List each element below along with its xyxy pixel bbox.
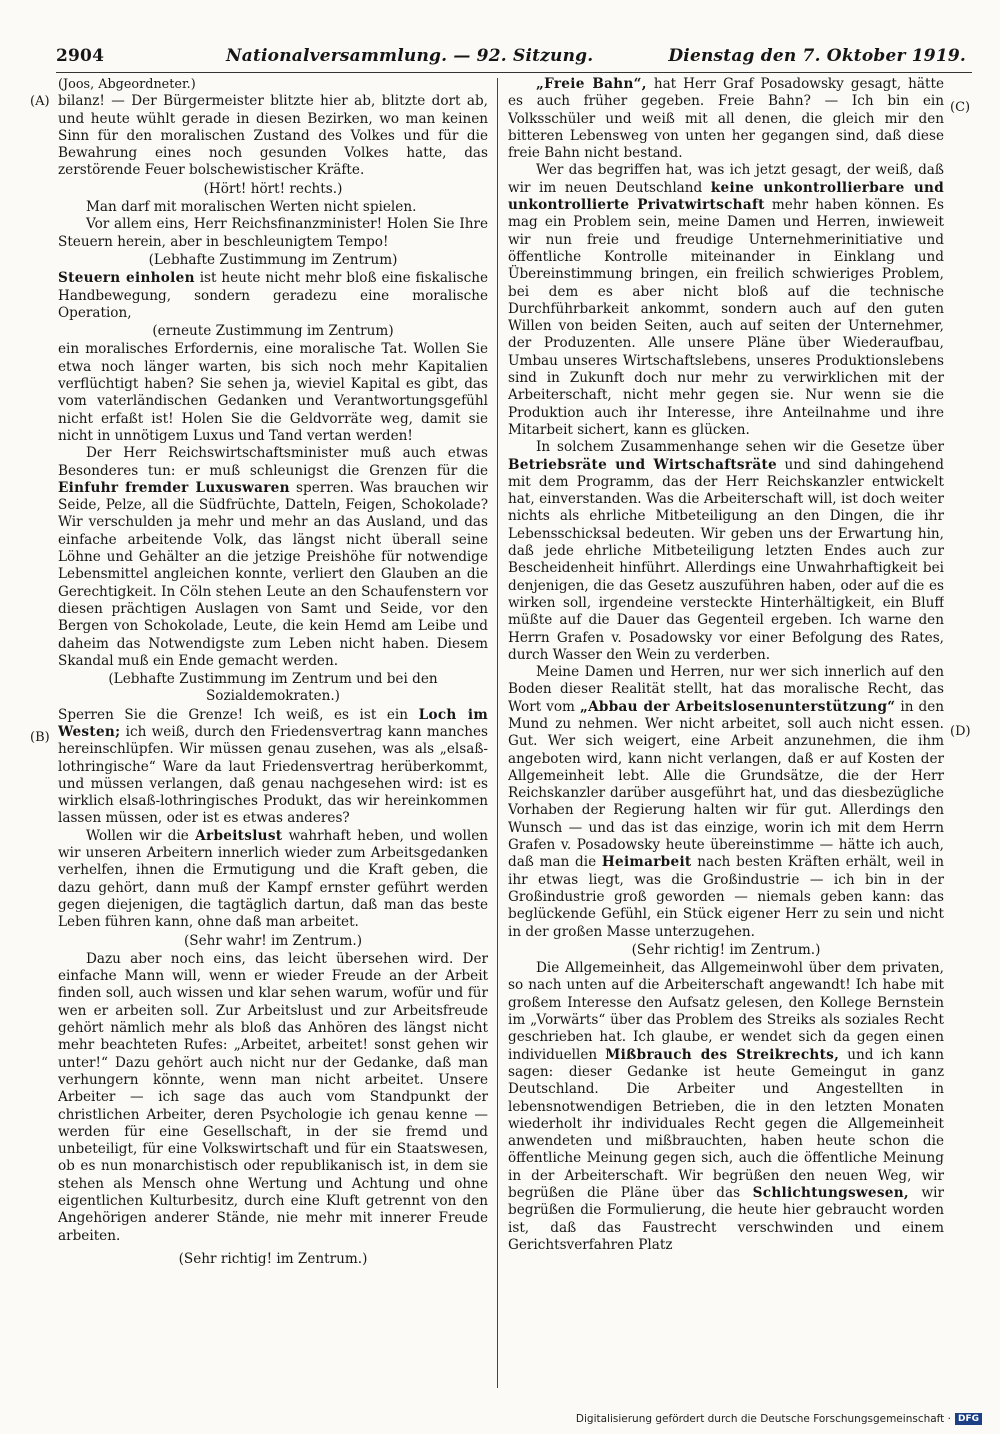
paragraph bbox=[508, 439, 944, 664]
paragraph bbox=[58, 828, 488, 932]
paragraph bbox=[508, 664, 944, 941]
right-column bbox=[508, 76, 944, 1386]
header-title: Nationalversammlung. — 92. Sitzung. bbox=[226, 46, 594, 66]
paragraph bbox=[58, 707, 488, 828]
paragraph-text: mehr haben können. Es mag ein Problem sein, meine Damen und Herren, inwieweit wir nun freie und freudige Unternehmerinitiative und öffentliche Kontrolle miteinander in Einklang und Übereinstimmung bringen, ein freilich schwieriges Problem, bei dem es aber nicht bloß auf die technische Durchführbarkeit ankommt, sondern auch auf den guten Willen von beiden Seiten, auch auf seiten der Unternehmer, der Produzenten. Alle unsere Pläne über Wiederaufbau, Umbau unseres Wirtschaftslebens, unseres Produktionslebens sind in Zukunft doch nur mehr zu verwirklichen mit der Arbeiterschaft, nicht mehr gegen sie. Nur wenn sie die Produktion auch ihr Interesse, ihre Anteilnahme und ihre Mitarbeit sichert, kann es glücken. bbox=[508, 197, 944, 438]
paragraph-text: Meine Damen und Herren, nur wer sich innerlich auf den Boden dieser Realität stellt, hat das moralische Recht, das Wort vom bbox=[508, 664, 944, 715]
emphasis: Arbeitslust bbox=[195, 827, 283, 844]
left-column bbox=[58, 76, 488, 1386]
margin-mark-b: (B) bbox=[30, 730, 50, 745]
stage-direction: (Lebhafte Zustimmung im Zentrum) bbox=[148, 251, 398, 268]
emphasis: „Abbau der Arbeitslosenunterstützung“ bbox=[579, 698, 896, 715]
margin-mark-c: (C) bbox=[950, 100, 971, 115]
paragraph-text: hat Herr Graf Posadowsky gesagt, hätte es auch früher gegeben. Freie Bahn? — Ich bin ein Volksschüler und weiß mit all denen, die gleich mir den bitteren Lebensweg von unten her gegangen sind, daß diese freie Bahn nicht bestand. bbox=[508, 76, 944, 162]
paragraph: Dazu aber noch eins, das leicht übersehen wird. Der einfache Mann will, wenn er wieder Freude an der Arbeit finden soll, auch wissen und klar sehen warum, wofür und für wen er arbeiten soll. Zur Arbeitslust und zur Arbeitsfreude gehört nämlich mehr als bloß das Anhören des längst nicht mehr beachteten Rufes: „Arbeitet, arbeitet! sonst gehen wir unter!“ Dazu gehört auch nicht nur der Gedanke, daß man verhungern könnte, wenn man nicht arbeitet. Unsere Arbeiter — ich sage das auch vom Standpunkt der christlichen Arbeiter, deren Psychologie ich genau kenne — werden für eine Gesellschaft, in der sie fremd und unbeteiligt, für eine Volkswirtschaft und für ein Staatswesen, ob es nun monarchistisch oder republikanisch ist, in dem sie stehen als Mensch ohne Wertung und Achtung und ohne eigentlichen Kulturbesitz, durch eine Kluft getrennt von den Angehörigen anderer Stände, nie mehr mit innerer Freude arbeiten. bbox=[58, 950, 488, 1244]
stage-direction: (Hört! hört! rechts.) bbox=[203, 180, 343, 197]
paragraph-text: Wollen wir die bbox=[86, 827, 189, 844]
paragraph: Man darf mit moralischen Werten nicht spielen. bbox=[86, 199, 417, 216]
paragraph-text: sperren. Was brauchen wir Seide, Pelze, all die Südfrüchte, Datteln, Feigen, Schokolade? Wir verschulden ja mehr und mehr an das Ausland, und das einfache arbeitende Volk, das längst nicht überall seine Löhne und Gehälter an die jetzige Preishöhe für notwendige Lebensmittel angleichen konnte, verliert den Glauben an die Gerechtigkeit. In Cöln stehen Leute an den Schaufenstern vor diesen prächtigen Auslagen von Samt und Seide, vor den Bergen von Schokolade, Leute, die kein Hemd am Leibe und daheim das Notwendigste zum Leben nicht haben. Diesem Skandal muß ein Ende gemacht werden. bbox=[58, 479, 488, 669]
paragraph-text: wahrhaft heben, und wollen wir unseren Arbeitern innerlich wieder zum Arbeitsgedanken verhelfen, ihnen die Ermutigung und die Kraft geben, die dazu gehört, dann muß der Kampf ernster geführt werden gegen diejenigen, die tagtäglich dartun, daß man das beste Leben führen kann, ohne daß man arbeitet. bbox=[58, 827, 488, 931]
emphasis: Steuern einholen bbox=[58, 270, 195, 287]
emphasis: Betriebsräte und Wirtschaftsräte bbox=[508, 456, 777, 473]
paragraph-text: wir begrüßen die Formulierung, die heute hier gebraucht worden ist, daß das Faustrecht verschwinden und einem Gerichtsverfahren Platz bbox=[508, 1185, 944, 1253]
stage-direction: (Lebhafte Zustimmung im Zentrum und bei den Sozialdemokraten.) bbox=[108, 671, 438, 705]
margin-mark-a: (A) bbox=[30, 94, 50, 109]
paragraph-text: Wer das begriffen hat, was ich jetzt gesagt, der weiß, daß wir im neuen Deutschland bbox=[508, 162, 944, 196]
paragraph-text: nach besten Kräften erhält, weil in ihr etwas liegt, was die Großindustrie — ich bin in der Großindustrie groß geworden — niemals geben kann: das beglückende Gefühl, ein Stück eigener Herr zu sein und nicht in der großen Masse unterzugehen. bbox=[508, 854, 944, 940]
paragraph bbox=[58, 445, 488, 670]
paragraph-text: Der Herr Reichswirtschaftsminister muß auch etwas Besonderes tun: er muß schleunigst die Grenzen für die bbox=[58, 445, 488, 479]
footer-credit bbox=[576, 1413, 982, 1425]
paragraph bbox=[508, 76, 944, 162]
emphasis: Heimarbeit bbox=[601, 854, 692, 871]
margin-mark-d: (D) bbox=[950, 724, 971, 739]
paragraph-text: in den Mund zu nehmen. Wer nicht arbeitet, soll auch nicht essen. Gut. Wer sich weigert, eine Arbeit anzunehmen, die ihm angeboten wird, kann nicht verlangen, daß er auf Kosten der Allgemeinheit lebt. Alle die Grundsätze, die der Herr Reichskanzler darüber ausgeführt hat, und das diesbezügliche Vorhaben der Regierung halten wir für gut. Allerdings den Wunsch — und das ist das einzige, worin ich mit dem Herrn Grafen v. Posadowsky heute übereinstimme — hätte ich auch, daß man die bbox=[508, 698, 944, 871]
page-header bbox=[56, 44, 972, 73]
paragraph bbox=[58, 270, 488, 322]
emphasis: Mißbrauch des Streikrechts, bbox=[605, 1046, 840, 1063]
paragraph: Vor allem eins, Herr Reichsfinanzminister! Holen Sie Ihre Steuern herein, aber in beschleunigtem Tempo! bbox=[58, 216, 488, 250]
footer-text: Digitalisierung gefördert durch die Deutsche Forschungsgemeinschaft · bbox=[575, 1413, 951, 1425]
emphasis: Loch im Westen; bbox=[58, 706, 488, 740]
paragraph-text: Sperren Sie die Grenze! Ich weiß, es ist ein bbox=[58, 706, 409, 723]
emphasis: Einfuhr fremder Luxuswaren bbox=[58, 479, 290, 496]
paragraph bbox=[508, 162, 944, 439]
stage-direction: (erneute Zustimmung im Zentrum) bbox=[152, 323, 394, 340]
stage-direction: (Sehr richtig! im Zentrum.) bbox=[178, 1250, 368, 1267]
page-number: 2904 bbox=[56, 46, 105, 66]
dfg-logo: DFG bbox=[955, 1413, 982, 1425]
paragraph: bilanz! — Der Bürgermeister blitzte hier ab, blitzte dort ab, und heute wühlt gerade in diesen Bezirken, wo man keinen Sinn für den moralischen Zustand des Volkes und für die Bewahrung eines noch gesunden Volkes hatte, das zerstörende Feuer bolschewistischer Kräfte. bbox=[58, 93, 488, 179]
paragraph-text: ich weiß, durch den Friedensvertrag kann manches hereinschlüpfen. Wir müssen genau zusehen, was als „elsaß-lothringische“ Ware da laut Friedensvertrag herüberkommt, und müssen verlangen, daß genau nachgesehen wird: ist es wirklich elsaß-lothringisches Produkt, das wir hereinkommen lassen müssen, oder ist es etwas anderes? bbox=[58, 723, 488, 827]
paragraph-text: und sind dahingehend mit dem Programm, das der Herr Reichskanzler entwickelt hat, einverstanden. Was die Arbeiterschaft will, ist doch weiter nichts als ehrliche Mitbeteiligung an den Dingen, die ihr Lebensschicksal bedeuten. Wir geben uns der Erwartung hin, daß jede ehrliche Mitbeteiligung letzten Endes auch zur Bescheidenheit hinführt. Allerdings eine Unwahrhaftigkeit bei denjenigen, die das Gesetz auszuführen haben, oder auf die es wirken soll, irgendeine versteckte Hinterhältigkeit, ein Bluff müßte auf die Dauer das Gegenteil ergeben. Ich warne den Herrn Grafen v. Posadowsky vor einer Befolgung des Rates, durch Wasser den Wein zu verderben. bbox=[508, 456, 944, 663]
speaker-label: (Joos, Abgeordneter.) bbox=[58, 77, 196, 92]
emphasis: keine unkontrollierbare und unkontrollierte Privatwirtschaft bbox=[508, 179, 944, 214]
paragraph-text: ist heute nicht mehr bloß eine fiskalische Handbewegung, sondern geradezu eine moralische Operation, bbox=[58, 270, 488, 321]
stage-direction: (Sehr wahr! im Zentrum.) bbox=[183, 932, 363, 949]
paragraph-text: und ich kann sagen: dieser Gedanke ist heute Gemeingut in ganz Deutschland. Die Arbeiter und Angestellten in lebensnotwendigen Betrieben, die in den letzten Monaten wiederholt ihr individuales Recht gegen die Allgemeinheit anwendeten und mißbrauchten, haben heute schon die öffentliche Meinung gegen sich, auch die öffentliche Meinung in der Arbeiterschaft. Wir begrüßen den neuen Weg, wir begrüßen die Pläne über das bbox=[508, 1046, 944, 1201]
column-divider bbox=[497, 78, 498, 1388]
paragraph: ein moralisches Erfordernis, eine moralische Tat. Wollen Sie etwa noch länger warten, bis sich noch mehr Kapitalien verflüchtigt haben? Sie sehen ja, wieviel Kapital es gibt, das vom vaterländischen Gedanken und Verantwortungsgefühl nicht erfaßt ist! Holen Sie die Geldvorräte weg, damit sie nicht in unnötigem Luxus und Tand vertan werden! bbox=[58, 341, 488, 444]
header-date: Dienstag den 7. Oktober 1919. bbox=[668, 46, 966, 66]
emphasis: „Freie Bahn“, bbox=[536, 76, 647, 92]
paragraph-text: In solchem Zusammenhange sehen wir die Gesetze über bbox=[536, 439, 944, 456]
paragraph-text: Die Allgemeinheit, das Allgemeinwohl über dem privaten, so nach unten auf die Arbeiterschaft angewandt! Ich habe mit großem Interesse den Aufsatz gelesen, den Kollege Bernstein im „Vorwärts“ über das Problem des Streiks als soziales Recht geschrieben hat. Ich glaube, er wendet sich da gegen einen individuellen bbox=[508, 960, 944, 1063]
stage-direction: (Sehr richtig! im Zentrum.) bbox=[631, 941, 821, 958]
emphasis: Schlichtungswesen, bbox=[752, 1185, 909, 1201]
paragraph bbox=[508, 960, 944, 1254]
